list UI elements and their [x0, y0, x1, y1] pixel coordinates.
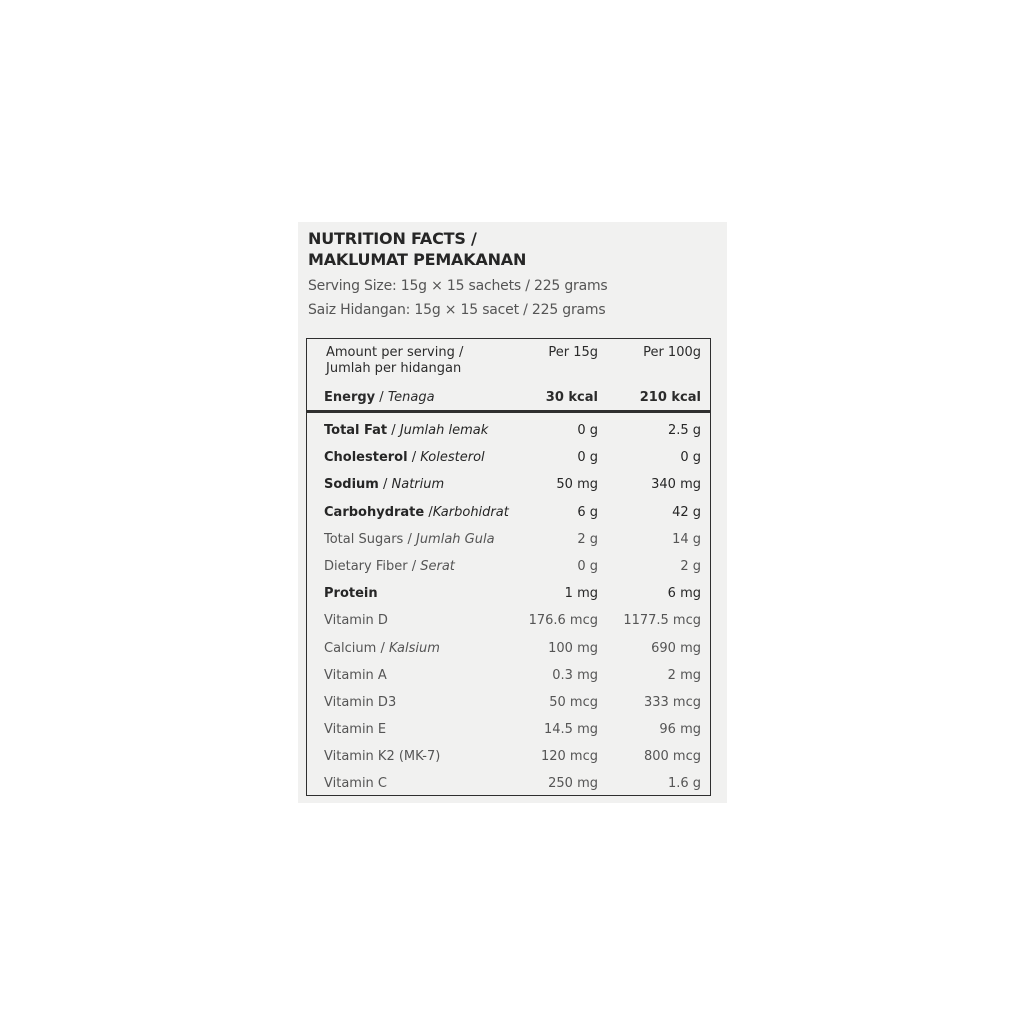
- nutrient-name: [324, 471, 444, 498]
- nutrient-separator: /: [387, 423, 400, 438]
- nutrient-separator: /: [403, 531, 416, 547]
- nutrient-name: [324, 499, 509, 526]
- value-per-100g: 96 mg: [659, 722, 701, 738]
- nutrient-name-en: Vitamin E: [324, 722, 387, 738]
- table-row: [307, 526, 710, 553]
- value-per-serving: 6 g: [577, 504, 598, 520]
- nutrient-name-en: Dietary Fiber: [324, 558, 408, 574]
- energy-name: [324, 384, 435, 412]
- serving-info: [308, 274, 608, 322]
- nutrient-name-ms: Jumlah lemak: [399, 423, 489, 438]
- value-per-serving: 0.3 mg: [552, 667, 598, 683]
- value-per-serving: 176.6 mcg: [528, 613, 598, 629]
- value-per-serving: 0 g: [577, 450, 598, 466]
- nutrient-name-en: Cholesterol: [324, 450, 408, 466]
- nutrient-name-ms: Kalsium: [388, 640, 440, 656]
- value-per-serving: 50 mcg: [549, 694, 598, 710]
- table-row: [307, 417, 710, 444]
- nutrient-name: [324, 417, 488, 444]
- table-row: [307, 471, 710, 498]
- nutrient-name: [324, 444, 485, 471]
- nutrition-label: [298, 222, 727, 803]
- nutrient-name-en: Vitamin K2 (MK-7): [324, 749, 441, 765]
- nutrient-name-en: Sodium: [324, 477, 379, 493]
- value-per-100g: 42 g: [672, 504, 701, 520]
- nutrient-name: [324, 770, 387, 797]
- nutrient-name-en: Vitamin A: [324, 667, 387, 683]
- nutrient-separator: /: [424, 504, 433, 520]
- energy-per-serving: 30 kcal: [545, 390, 598, 405]
- nutrient-name-en: Vitamin C: [324, 776, 388, 792]
- amount-label-ms: Jumlah per hidangan: [326, 361, 462, 376]
- nutrient-separator: /: [407, 558, 421, 574]
- nutrient-name-ms: Karbohidrat: [432, 504, 509, 520]
- column-header-per-serving: Per 15g: [548, 345, 598, 360]
- nutrient-separator: /: [407, 450, 421, 466]
- value-per-100g: 2 g: [680, 558, 701, 574]
- value-per-100g: 6 mg: [667, 586, 701, 602]
- value-per-100g: 1.6 g: [667, 776, 701, 792]
- nutrient-name: [324, 662, 387, 689]
- nutrient-name-en: Protein: [324, 586, 378, 602]
- value-per-100g: 0 g: [680, 450, 701, 466]
- value-per-serving: 50 mg: [556, 477, 598, 493]
- table-row: [307, 770, 710, 797]
- nutrient-name-en: Calcium: [324, 640, 377, 656]
- serving-size-ms: Saiz Hidangan: 15g × 15 sacet / 225 grams: [308, 302, 606, 318]
- table-row: [307, 580, 710, 607]
- nutrient-name: [324, 607, 388, 634]
- value-per-serving: 0 g: [577, 423, 598, 438]
- value-per-serving: 100 mg: [548, 640, 598, 656]
- value-per-serving: 250 mg: [548, 776, 598, 792]
- table-header: [307, 339, 710, 383]
- value-per-serving: 14.5 mg: [544, 722, 598, 738]
- nutrient-name-ms: Kolesterol: [420, 450, 485, 466]
- energy-per-100g: 210 kcal: [639, 390, 701, 405]
- title-line-2: MAKLUMAT PEMAKANAN: [308, 250, 527, 269]
- nutrient-name-en: Vitamin D3: [324, 694, 397, 710]
- value-per-100g: 340 mg: [651, 477, 701, 493]
- table-row: [307, 635, 710, 662]
- nutrient-name: [324, 635, 440, 662]
- table-row: [307, 743, 710, 770]
- value-per-serving: 0 g: [577, 558, 598, 574]
- energy-name-en: Energy: [324, 390, 376, 405]
- nutrient-table: [306, 338, 711, 796]
- value-per-100g: 690 mg: [651, 640, 701, 656]
- table-row: [307, 444, 710, 471]
- table-row: [307, 689, 710, 716]
- nutrient-name: [324, 716, 386, 743]
- nutrient-name: [324, 526, 495, 553]
- nutrient-name: [324, 689, 396, 716]
- amount-label-en: Amount per serving /: [326, 345, 464, 360]
- table-row: [307, 607, 710, 634]
- amount-per-serving-label: [326, 345, 463, 377]
- value-per-100g: 333 mcg: [643, 694, 701, 710]
- label-title: [308, 228, 526, 270]
- table-divider: [307, 410, 710, 413]
- table-row: [307, 662, 710, 689]
- value-per-100g: 2 mg: [667, 667, 701, 683]
- nutrient-name: [324, 580, 378, 607]
- nutrient-name: [324, 743, 440, 770]
- nutrient-name-en: Total Sugars: [324, 531, 404, 547]
- energy-name-ms: Tenaga: [387, 390, 435, 405]
- table-row: [307, 716, 710, 743]
- nutrient-rows: [307, 417, 710, 798]
- energy-separator: /: [375, 390, 388, 405]
- value-per-serving: 1 mg: [564, 586, 598, 602]
- table-row: [307, 499, 710, 526]
- column-header-per-100g: Per 100g: [643, 345, 701, 360]
- nutrient-name-ms: Jumlah Gula: [415, 531, 495, 547]
- energy-row: [307, 384, 710, 412]
- nutrient-separator: /: [376, 640, 389, 656]
- nutrient-name-ms: Natrium: [391, 477, 445, 493]
- value-per-100g: 2.5 g: [667, 423, 701, 438]
- value-per-100g: 1177.5 mcg: [623, 613, 701, 629]
- value-per-serving: 120 mcg: [540, 749, 598, 765]
- nutrient-name: [324, 553, 455, 580]
- value-per-100g: 800 mcg: [643, 749, 701, 765]
- title-line-1: NUTRITION FACTS /: [308, 229, 477, 248]
- value-per-serving: 2 g: [577, 531, 598, 547]
- nutrient-name-en: Vitamin D: [324, 613, 388, 629]
- nutrient-separator: /: [378, 477, 392, 493]
- table-row: [307, 553, 710, 580]
- value-per-100g: 14 g: [672, 531, 701, 547]
- nutrient-name-en: Carbohydrate: [324, 504, 425, 520]
- nutrient-name-en: Total Fat: [324, 423, 388, 438]
- serving-size-en: Serving Size: 15g × 15 sachets / 225 grams: [308, 278, 608, 294]
- nutrient-name-ms: Serat: [420, 558, 455, 574]
